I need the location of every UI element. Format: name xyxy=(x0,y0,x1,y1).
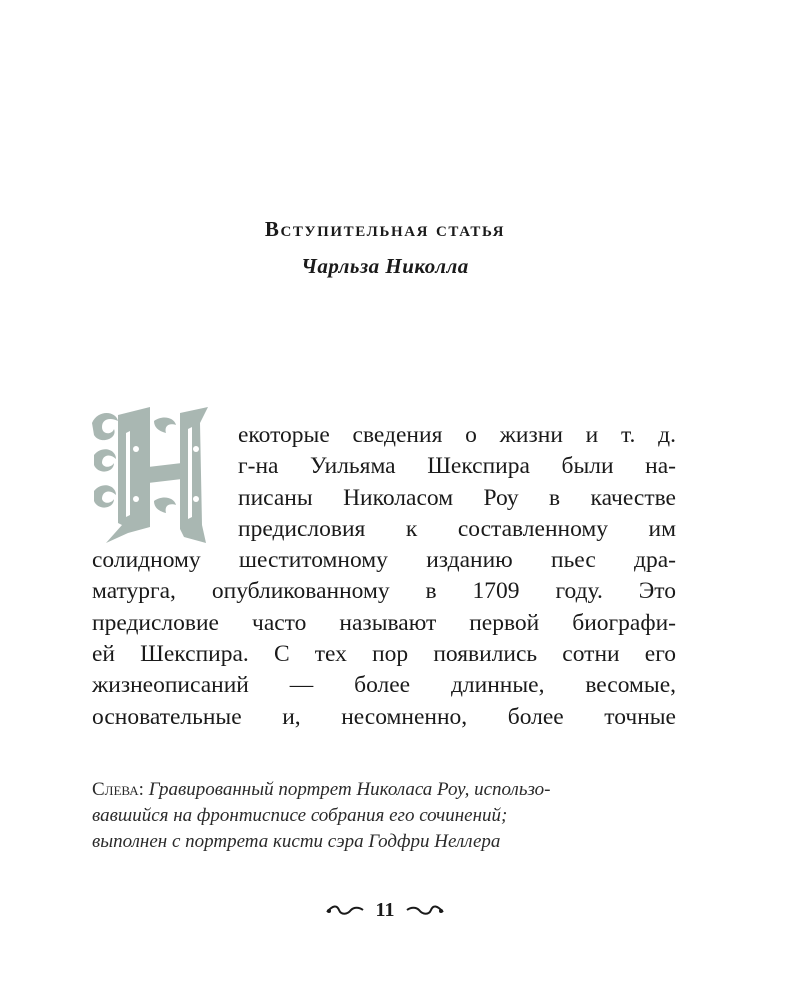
body-line: предисловие часто называют первой биографи- xyxy=(92,609,676,636)
chapter-title: Вступительная статья xyxy=(264,217,506,241)
body-line: г-на Уильяма Шекспира были на- xyxy=(238,453,676,480)
left-swash-ornament xyxy=(325,903,365,917)
body-line: екоторые сведения о жизни и т. д. xyxy=(238,422,676,448)
caption-line xyxy=(92,777,692,803)
body-line: жизнеописаний — более длинные, весомые, xyxy=(92,672,676,699)
body-paragraph xyxy=(92,420,676,733)
chapter-author: Чарльза Николла xyxy=(301,254,469,278)
caption-label: Слева: xyxy=(92,779,144,800)
body-line: ей Шекспира. С тех пор появились сотни его xyxy=(92,641,676,668)
page-folio xyxy=(0,898,770,922)
page-number: 11 xyxy=(375,898,395,921)
body-line: писаны Николасом Роу в качестве xyxy=(238,484,676,511)
right-swash-ornament xyxy=(405,903,445,917)
figure-caption xyxy=(92,777,692,855)
body-line: предисловия к составленному им xyxy=(238,515,676,542)
caption-line: выполнен с портрета кисти сэра Годфри Неллера xyxy=(92,831,501,852)
caption-text: Гравированный портрет Николаса Роу, использо- xyxy=(148,779,551,800)
body-line: основательные и, несомненно, более точные xyxy=(92,703,676,730)
caption-line: вавшийся на фронтисписе собрания его сочинений; xyxy=(92,805,508,826)
body-line: солидному шеститомному изданию пьес дра- xyxy=(92,547,676,574)
body-line: матурга, опубликованному в 1709 году. Это xyxy=(92,578,676,605)
